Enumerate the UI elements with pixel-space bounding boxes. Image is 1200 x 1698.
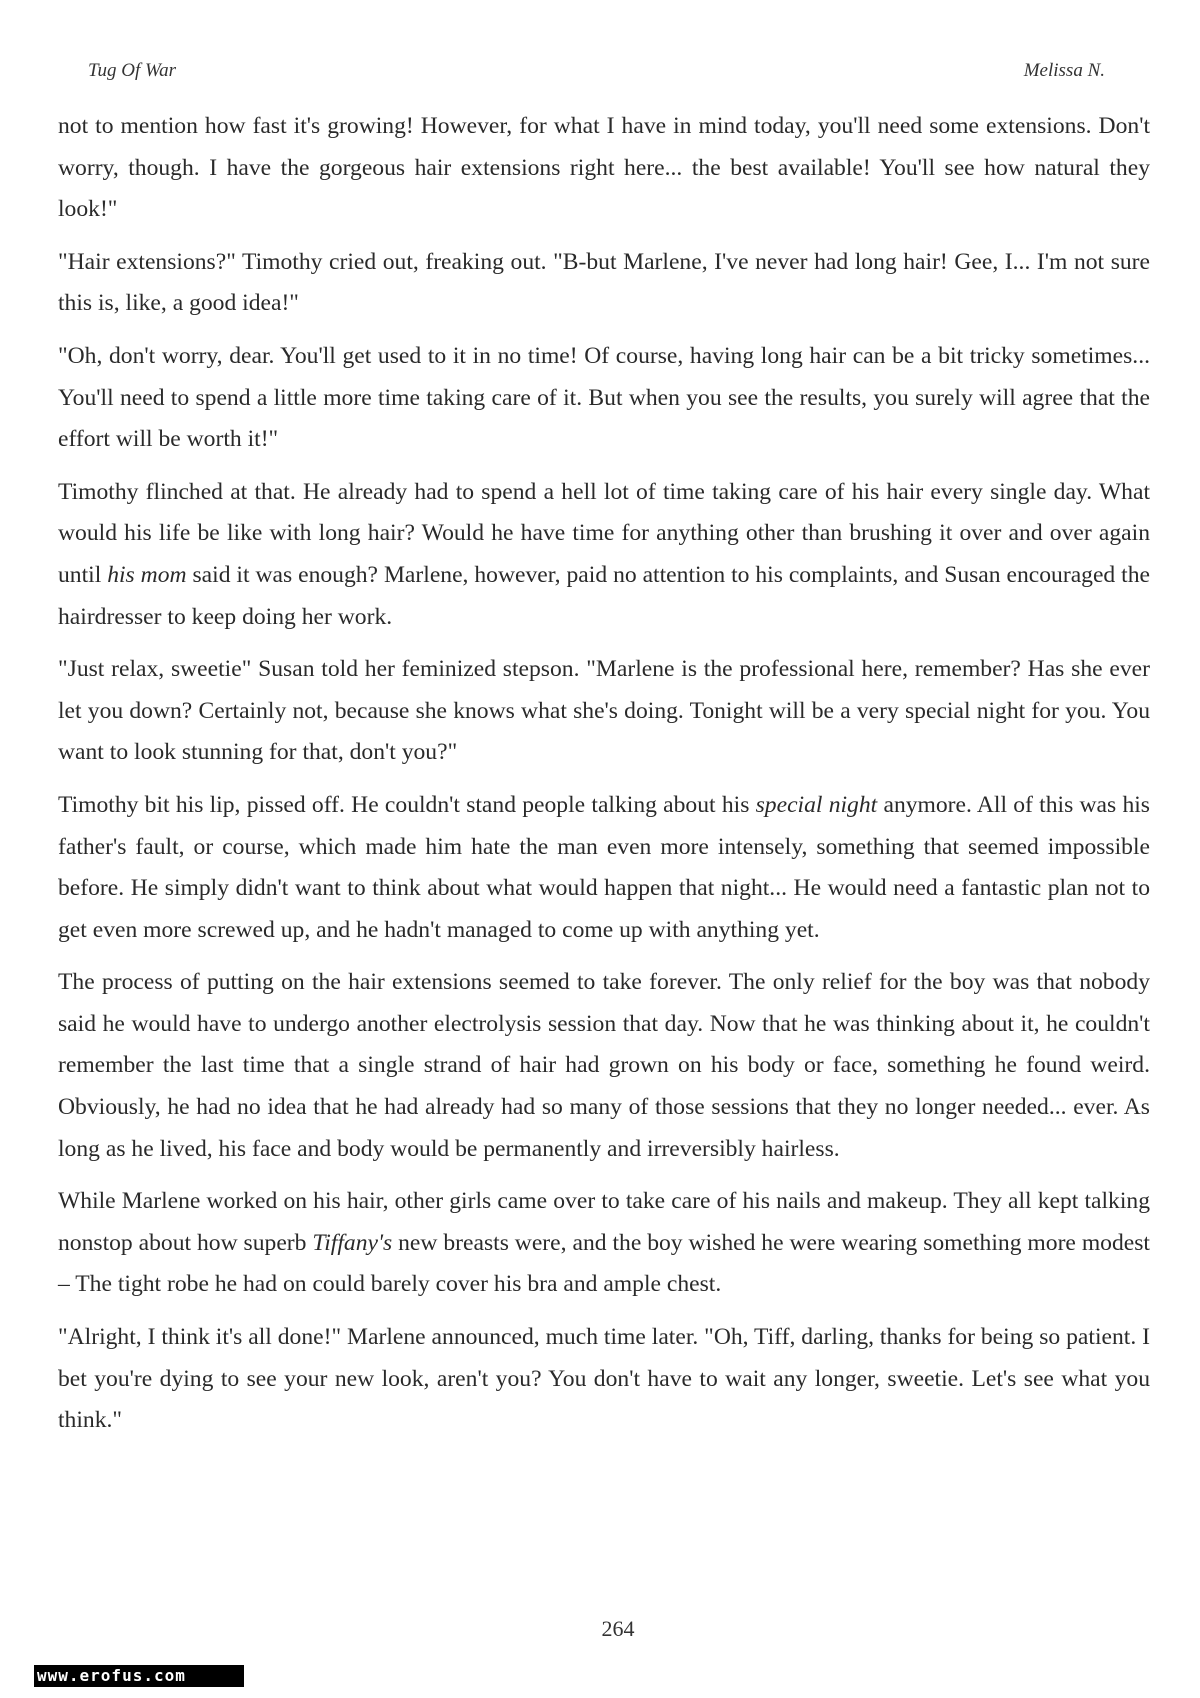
book-title: Tug Of War	[88, 60, 176, 81]
paragraph-text: The process of putting on the hair extensions seemed to take forever. The only relief for the boy was that nobody said he would have to undergo another electrolysis session that day. Now that he was thinking about it, he couldn't remember the last time that a single strand of hair had grown on his body or face, something he found weird. Obviously, he had no idea that he had already had so many of those sessions that they no longer needed... ever. As long as he lived, his face and body would be permanently and irreversibly hairless.	[58, 969, 1150, 1162]
paragraph	[58, 649, 1150, 774]
body-text	[58, 106, 1150, 1453]
emphasized-text: his mom	[107, 561, 187, 588]
paragraph	[58, 1317, 1150, 1442]
watermark-banner	[34, 1665, 244, 1687]
paragraph	[58, 242, 1150, 325]
paragraph-text: While Marlene worked on his hair, other girls came over to take care of his nails and makeup. They all kept talking nonstop about how superb	[58, 1188, 1150, 1256]
emphasized-text: special night	[755, 791, 878, 818]
watermark-text: www.erofus.com	[37, 1666, 186, 1685]
paragraph-text: not to mention how fast it's growing! However, for what I have in mind today, you'll need some extensions. Don't worry, though. I have the gorgeous hair extensions right here... the best available! You'll see how natural they look!"	[58, 113, 1150, 223]
paragraph	[58, 106, 1150, 231]
page-number: 264	[601, 1616, 635, 1641]
paragraph-text: "Just relax, sweetie" Susan told her feminized stepson. "Marlene is the professional here, remember? Has she ever let you down? Certainly not, because she knows what she's doing. Tonight will be a very special night for you. You want to look stunning for that, don't you?"	[58, 656, 1150, 766]
author-name: Melissa N.	[1023, 60, 1105, 81]
paragraph	[58, 1181, 1150, 1306]
paragraph-text: "Alright, I think it's all done!" Marlene announced, much time later. "Oh, Tiff, darling, thanks for being so patient. I bet you're dying to see your new look, aren't you? You don't have to wait any longer, sweetie. Let's see what you think."	[58, 1324, 1150, 1434]
running-header	[88, 60, 1105, 86]
paragraph-text: said it was enough? Marlene, however, paid no attention to his complaints, and Susan encouraged the hairdresser to keep doing her work.	[58, 561, 1150, 630]
paragraph	[58, 785, 1150, 951]
paragraph-text: "Oh, don't worry, dear. You'll get used to it in no time! Of course, having long hair can be a bit tricky sometimes... You'll need to spend a little more time taking care of it. But when you see the results, you surely will agree that the effort will be worth it!"	[58, 342, 1150, 453]
paragraph	[58, 336, 1150, 461]
paragraph-text: new breasts were, and the boy wished he were wearing something more modest – The tight robe he had on could barely cover his bra and ample chest.	[58, 1229, 1150, 1298]
paragraph-text: Timothy bit his lip, pissed off. He couldn't stand people talking about his	[58, 791, 756, 818]
paragraph	[58, 962, 1150, 1170]
paragraph	[58, 472, 1150, 638]
paragraph-text: Timothy flinched at that. He already had to spend a hell lot of time taking care of his hair every single day. What would his life be like with long hair? Would he have time for anything other than brushing it over and over again until	[58, 478, 1150, 588]
emphasized-text: Tiffany's	[312, 1229, 393, 1256]
paragraph-text: "Hair extensions?" Timothy cried out, freaking out. "B-but Marlene, I've never had long hair! Gee, I... I'm not sure this is, like, a good idea!"	[58, 248, 1150, 317]
paragraph-text: anymore. All of this was his father's fault, or course, which made him hate the man even more intensely, something that seemed impossible before. He simply didn't want to think about what would happen that night... He would need a fantastic plan not to get even more screwed up, and he hadn't managed to come up with anything yet.	[58, 791, 1150, 943]
